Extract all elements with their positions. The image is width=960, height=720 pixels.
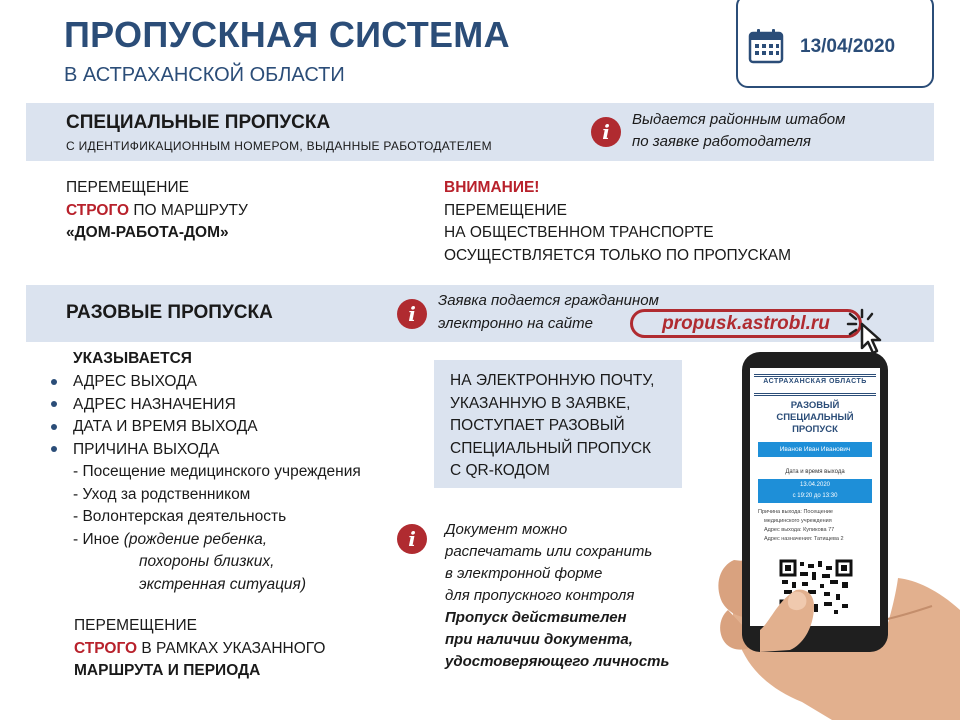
attention-line2: НА ОБЩЕСТВЕННОМ ТРАНСПОРТЕ [444,224,714,241]
attention-text [444,177,791,267]
reason-item: - Уход за родственником [73,485,251,503]
doc-line: в электронной форме [445,565,603,582]
doc-line: для пропускного контроля [445,587,635,604]
pass-title-line2: СПЕЦИАЛЬНЫЙ [776,412,854,423]
list-item: АДРЕС НАЗНАЧЕНИЯ [73,395,236,413]
other-examples-line2 [73,551,361,574]
other-examples-text3: экстренная ситуация) [139,575,306,593]
site-link[interactable]: propusk.astrobl.ru [630,309,862,338]
email-line: С QR-КОДОМ [450,462,550,479]
page-subtitle: В АСТРАХАНСКОЙ ОБЛАСТИ [64,64,345,86]
special-move-route: ПО МАРШРУТУ [129,201,248,219]
special-passes-heading: СПЕЦИАЛЬНЫЕ ПРОПУСКА [66,112,331,133]
pass-title-line1: РАЗОВЫЙ [790,400,840,411]
other-prefix: - Иное [73,530,124,548]
calendar-icon [748,28,784,64]
page-title: ПРОПУСКНАЯ СИСТЕМА [64,14,510,55]
bullet [51,446,57,452]
other-examples-line3 [73,574,361,597]
date-label: 13/04/2020 [800,36,896,57]
datetime-box [758,479,872,503]
pass-date: 13.04.2020 [799,482,831,488]
doc-bold-line: при наличии документа, [445,631,633,648]
doc-bold-line: удостоверяющего личность [445,653,670,670]
list-item: ПРИЧИНА ВЫХОДА [73,440,220,458]
other-examples: (рождение ребенка, [123,530,268,548]
onetime-move-line3: МАРШРУТА И ПЕРИОДА [74,662,261,679]
pass-time: с 19:20 до 13:30 [792,493,838,499]
bullet [51,401,57,407]
cursor-click-icon [842,308,894,358]
special-move-text [66,177,248,245]
special-passes-subheading: С ИДЕНТИФИКАЦИОННЫМ НОМЕРОМ, ВЫДАННЫЕ РАБОТОДАТЕЛЕМ [66,139,492,153]
info-icon: i [397,524,427,554]
special-info-line2: по заявке работодателя [632,133,811,150]
onetime-move-strict: СТРОГО [74,639,138,657]
email-line: НА ЭЛЕКТРОННУЮ ПОЧТУ, [450,372,655,389]
onetime-passes-heading: РАЗОВЫЕ ПРОПУСКА [66,302,273,323]
required-fields-list [73,371,361,596]
pass-title-line3: ПРОПУСК [792,424,838,435]
pass-from: Адрес выхода: Купикова 77 [764,527,835,533]
list-item: ДАТА И ВРЕМЯ ВЫХОДА [73,418,258,435]
doc-line: Документ можно [445,521,568,538]
doc-line: распечатать или сохранить [445,543,653,560]
onetime-info-line2: электронно на сайте [438,315,593,332]
specified-label: УКАЗЫВАЕТСЯ [73,350,192,367]
onetime-move-line1: ПЕРЕМЕЩЕНИЕ [74,617,197,634]
email-line: ПОСТУПАЕТ РАЗОВЫЙ [450,417,625,434]
pass-title [750,400,880,436]
holder-name: Иванов Иван Иванович [758,442,872,457]
pass-details [758,508,844,544]
bullet [51,379,57,385]
region-label: АСТРАХАНСКАЯ ОБЛАСТЬ [763,378,867,385]
email-line: УКАЗАННУЮ В ЗАЯВКЕ, [450,394,631,412]
email-info-text [450,370,654,483]
onetime-move-line2 [74,638,325,661]
doc-bold-line: Пропуск действителен [445,609,627,626]
attention-label: ВНИМАНИЕ! [444,179,540,196]
special-info-line1: Выдается районным штабом [632,111,846,128]
email-line: СПЕЦИАЛЬНЫЙ ПРОПУСК [450,439,652,457]
info-icon: i [397,299,427,329]
info-icon: i [591,117,621,147]
reason-item: - Посещение медицинского учреждения [73,463,361,480]
reason-item: - Волонтерская деятельность [73,508,287,525]
reason-item-other [73,529,361,552]
onetime-move-text [74,615,325,683]
special-move-strict: СТРОГО [66,201,130,219]
list-item: АДРЕС ВЫХОДА [73,373,197,390]
datetime-label: Дата и время выхода [785,469,845,475]
thumb [760,570,820,652]
pass-to: Адрес назначения: Татищева 2 [764,536,844,542]
document-info [445,519,669,673]
other-examples-text2: похороны близких, [139,553,275,570]
onetime-info-line1: Заявка подается гражданином [438,292,659,309]
pass-reason: Причина выхода: Посещение [758,509,833,515]
special-move-line3: «ДОМ-РАБОТА-ДОМ» [66,224,229,241]
pass-reason-cont: медицинского учреждения [764,518,832,524]
bullet [51,424,57,430]
onetime-move-rest: В РАМКАХ УКАЗАННОГО [137,639,326,657]
special-move-line2 [66,200,248,223]
attention-line3: ОСУЩЕСТВЛЯЕТСЯ ТОЛЬКО ПО ПРОПУСКАМ [444,246,792,264]
attention-line1: ПЕРЕМЕЩЕНИЕ [444,201,567,219]
special-move-line1: ПЕРЕМЕЩЕНИЕ [66,179,189,196]
